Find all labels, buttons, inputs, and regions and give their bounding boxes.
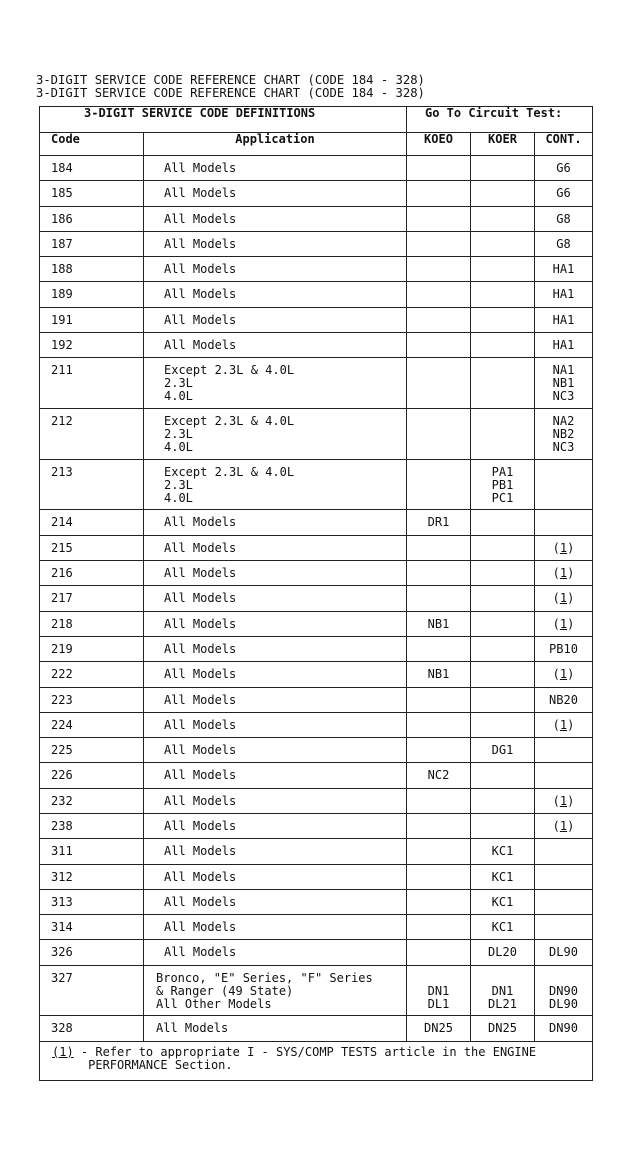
table-row [40, 662, 593, 687]
table-row [40, 231, 593, 256]
table-row [40, 257, 593, 282]
application-cell: Except 2.3L & 4.0L 2.3L 4.0L [144, 409, 407, 460]
table-row [40, 814, 593, 839]
application-cell: All Models [144, 561, 407, 586]
table-row [40, 611, 593, 636]
application-cell: All Models [144, 333, 407, 358]
cont-cell [535, 738, 593, 763]
table-row [40, 333, 593, 358]
table-row [40, 788, 593, 813]
code-cell: 215 [40, 535, 144, 560]
code-cell: 216 [40, 561, 144, 586]
code-cell: 312 [40, 864, 144, 889]
table-row [40, 687, 593, 712]
table-row [40, 636, 593, 661]
application-cell: All Models [144, 206, 407, 231]
code-cell: 185 [40, 181, 144, 206]
table-row [40, 940, 593, 965]
code-cell: 189 [40, 282, 144, 307]
table-row [40, 839, 593, 864]
application-cell: All Models [144, 662, 407, 687]
table-row [40, 156, 593, 181]
cont-cell: HA1 [535, 307, 593, 332]
koeo-cell [407, 535, 471, 560]
application-cell: All Models [144, 814, 407, 839]
table-row [40, 358, 593, 409]
koer-cell [471, 257, 535, 282]
application-cell: All Models [144, 889, 407, 914]
application-cell: All Models [144, 915, 407, 940]
koer-cell: PA1 PB1 PC1 [471, 459, 535, 510]
footnote-row [40, 1041, 593, 1080]
cont-cell [535, 839, 593, 864]
koeo-cell [407, 586, 471, 611]
cont-cell: (1) [535, 561, 593, 586]
code-cell: 222 [40, 662, 144, 687]
application-cell: Except 2.3L & 4.0L 2.3L 4.0L [144, 358, 407, 409]
cont-cell [535, 459, 593, 510]
footnote-text: - Refer to appropriate I - SYS/COMP TESTS article in the ENGINE PERFORMANCE Section. [80, 1044, 537, 1072]
koeo-cell [407, 231, 471, 256]
koer-cell: DG1 [471, 738, 535, 763]
table-row [40, 1016, 593, 1041]
footnote-reference: 1 [559, 819, 568, 833]
code-cell: 211 [40, 358, 144, 409]
table-body [40, 156, 593, 1042]
koer-cell: DL20 [471, 940, 535, 965]
application-cell: All Models [144, 535, 407, 560]
definitions-header: 3-DIGIT SERVICE CODE DEFINITIONS [40, 107, 407, 133]
application-cell: All Models [144, 307, 407, 332]
koeo-cell [407, 864, 471, 889]
koer-cell: KC1 [471, 889, 535, 914]
koer-cell [471, 788, 535, 813]
footnote-reference: 1 [559, 616, 568, 631]
koer-cell [471, 307, 535, 332]
table-row [40, 459, 593, 510]
code-cell: 314 [40, 915, 144, 940]
table-row [40, 763, 593, 788]
cont-cell: (1) [535, 586, 593, 611]
table-row [40, 409, 593, 460]
koeo-cell [407, 915, 471, 940]
koeo-cell: NB1 [407, 611, 471, 636]
koer-cell [471, 561, 535, 586]
koeo-cell: DN25 [407, 1016, 471, 1041]
table-row [40, 510, 593, 535]
cont-cell: (1) [535, 611, 593, 636]
koer-cell [471, 535, 535, 560]
koer-cell [471, 611, 535, 636]
application-cell: All Models [144, 586, 407, 611]
koer-cell [471, 510, 535, 535]
code-cell: 213 [40, 459, 144, 510]
koeo-cell [407, 712, 471, 737]
cont-cell: (1) [535, 814, 593, 839]
cont-cell: G6 [535, 181, 593, 206]
koer-cell: KC1 [471, 839, 535, 864]
koer-cell [471, 181, 535, 206]
cont-cell: DN90 DL90 [535, 965, 593, 1016]
cont-cell: G8 [535, 231, 593, 256]
koeo-cell [407, 561, 471, 586]
koeo-cell: DN1 DL1 [407, 965, 471, 1016]
code-cell: 223 [40, 687, 144, 712]
koeo-cell [407, 282, 471, 307]
koer-cell [471, 636, 535, 661]
koer-cell [471, 231, 535, 256]
application-cell: Except 2.3L & 4.0L 2.3L 4.0L [144, 459, 407, 510]
koeo-cell [407, 738, 471, 763]
koeo-cell [407, 940, 471, 965]
code-cell: 225 [40, 738, 144, 763]
application-cell: All Models [144, 257, 407, 282]
chart-title-repeat: 3-DIGIT SERVICE CODE REFERENCE CHART (CODE 184 - 328) [36, 86, 425, 100]
footnote-reference: 1 [559, 667, 568, 682]
code-cell: 219 [40, 636, 144, 661]
application-cell: All Models [144, 636, 407, 661]
code-column-header: Code [40, 133, 144, 156]
koer-cell: KC1 [471, 915, 535, 940]
koeo-cell [407, 788, 471, 813]
code-cell: 217 [40, 586, 144, 611]
code-cell: 212 [40, 409, 144, 460]
koer-cell [471, 409, 535, 460]
cont-cell: PB10 [535, 636, 593, 661]
code-cell: 226 [40, 763, 144, 788]
footnote-reference: 1 [559, 540, 568, 555]
koeo-cell [407, 156, 471, 181]
chart-title: 3-DIGIT SERVICE CODE REFERENCE CHART (CODE 184 - 328) [36, 73, 425, 87]
cont-cell: (1) [535, 662, 593, 687]
code-cell: 188 [40, 257, 144, 282]
code-cell: 327 [40, 965, 144, 1016]
application-cell: All Models [144, 282, 407, 307]
application-column-header: Application [144, 133, 407, 156]
application-cell: All Models [144, 763, 407, 788]
code-cell: 184 [40, 156, 144, 181]
application-cell: All Models [144, 611, 407, 636]
code-cell: 187 [40, 231, 144, 256]
cont-cell: (1) [535, 788, 593, 813]
koeo-cell [407, 459, 471, 510]
koeo-cell [407, 409, 471, 460]
application-cell: All Models [144, 231, 407, 256]
application-cell: All Models [144, 181, 407, 206]
table-row [40, 712, 593, 737]
code-cell: 186 [40, 206, 144, 231]
cont-column-header: CONT. [535, 133, 593, 156]
koeo-cell [407, 687, 471, 712]
code-cell: 214 [40, 510, 144, 535]
koer-cell [471, 358, 535, 409]
cont-cell: DL90 [535, 940, 593, 965]
application-cell: All Models [144, 839, 407, 864]
table-row [40, 864, 593, 889]
table-row [40, 307, 593, 332]
koeo-cell [407, 636, 471, 661]
koer-cell [471, 156, 535, 181]
cont-cell [535, 510, 593, 535]
circuit-test-header: Go To Circuit Test: [407, 107, 593, 133]
table-row [40, 915, 593, 940]
cont-cell [535, 889, 593, 914]
koer-cell: DN1 DL21 [471, 965, 535, 1016]
code-cell: 232 [40, 788, 144, 813]
cont-cell: G6 [535, 156, 593, 181]
cont-cell: (1) [535, 712, 593, 737]
koer-cell [471, 282, 535, 307]
header-row-columns [40, 133, 593, 156]
koeo-cell [407, 257, 471, 282]
koeo-cell [407, 307, 471, 332]
koeo-cell [407, 358, 471, 409]
code-cell: 311 [40, 839, 144, 864]
code-cell: 192 [40, 333, 144, 358]
application-cell: All Models [144, 1016, 407, 1041]
koeo-cell: DR1 [407, 510, 471, 535]
cont-cell [535, 864, 593, 889]
cont-cell [535, 915, 593, 940]
footnote-reference: 1 [559, 793, 568, 808]
footnote-reference: 1 [559, 717, 568, 732]
application-cell: All Models [144, 864, 407, 889]
service-code-table [39, 106, 593, 1081]
koeo-cell [407, 181, 471, 206]
footnote [40, 1041, 593, 1080]
koeo-cell: NC2 [407, 763, 471, 788]
header-row-main [40, 107, 593, 133]
cont-cell: NB20 [535, 687, 593, 712]
cont-cell: HA1 [535, 282, 593, 307]
koer-cell [471, 333, 535, 358]
application-cell: All Models [144, 788, 407, 813]
koer-cell [471, 586, 535, 611]
cont-cell: HA1 [535, 333, 593, 358]
cont-cell: G8 [535, 206, 593, 231]
table-row [40, 889, 593, 914]
code-cell: 224 [40, 712, 144, 737]
code-cell: 238 [40, 814, 144, 839]
code-cell: 191 [40, 307, 144, 332]
koeo-column-header: KOEO [407, 133, 471, 156]
application-cell: All Models [144, 510, 407, 535]
table-row [40, 586, 593, 611]
table-row [40, 561, 593, 586]
code-cell: 328 [40, 1016, 144, 1041]
koeo-cell [407, 206, 471, 231]
code-cell: 218 [40, 611, 144, 636]
koer-cell: KC1 [471, 864, 535, 889]
koeo-cell: NB1 [407, 662, 471, 687]
application-cell: All Models [144, 940, 407, 965]
footnote-reference: 1 [559, 591, 568, 606]
koer-column-header: KOER [471, 133, 535, 156]
code-cell: 326 [40, 940, 144, 965]
table-row [40, 181, 593, 206]
cont-cell: HA1 [535, 257, 593, 282]
koeo-cell [407, 889, 471, 914]
koeo-cell [407, 333, 471, 358]
cont-cell: NA1 NB1 NC3 [535, 358, 593, 409]
koer-cell [471, 814, 535, 839]
koer-cell: DN25 [471, 1016, 535, 1041]
code-cell: 313 [40, 889, 144, 914]
application-cell: All Models [144, 687, 407, 712]
application-cell: All Models [144, 712, 407, 737]
application-cell: Bronco, "E" Series, "F" Series & Ranger (49 State) All Other Models [144, 965, 407, 1016]
koer-cell [471, 662, 535, 687]
table-row [40, 282, 593, 307]
footnote-mark: (1) [52, 1044, 74, 1059]
application-cell: All Models [144, 156, 407, 181]
koer-cell [471, 687, 535, 712]
cont-cell: (1) [535, 535, 593, 560]
koer-cell [471, 763, 535, 788]
koer-cell [471, 712, 535, 737]
koer-cell [471, 206, 535, 231]
table-row [40, 965, 593, 1016]
cont-cell: DN90 [535, 1016, 593, 1041]
koeo-cell [407, 814, 471, 839]
application-cell: All Models [144, 738, 407, 763]
table-row [40, 535, 593, 560]
footnote-reference: 1 [559, 566, 568, 581]
koeo-cell [407, 839, 471, 864]
table-row [40, 738, 593, 763]
cont-cell: NA2 NB2 NC3 [535, 409, 593, 460]
cont-cell [535, 763, 593, 788]
table-row [40, 206, 593, 231]
